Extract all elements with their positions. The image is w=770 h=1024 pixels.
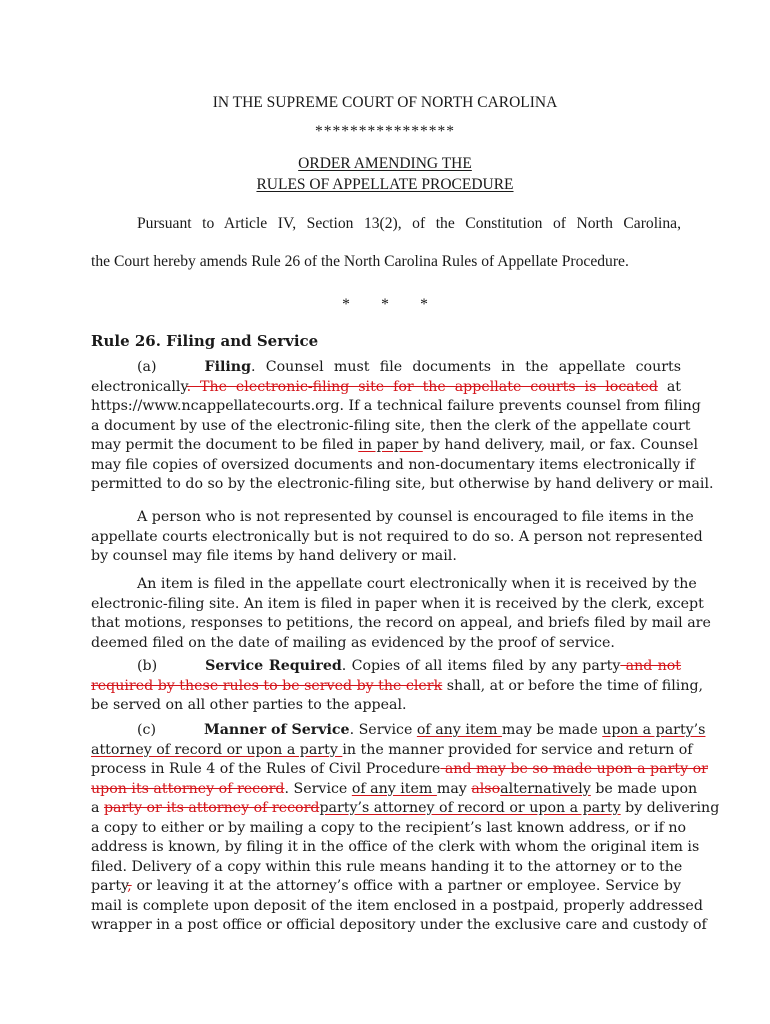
a-line6: may file copies of oversized documents and non-documentary items electronically if [91,456,695,473]
deleted-text: . The electronic-filing site for the appellate courts is located [186,378,658,395]
paragraph-b-service-required [91,657,704,716]
paragraph-a-filing [91,358,714,495]
b-line3: be served on all other parties to the appeal. [91,697,407,713]
b-line1: (b) Service Required. Copies of all items filed by any party and not [137,658,682,674]
p2-line2: appellate courts electronically but is not required to do so. A person not represented [91,528,703,545]
a-line7: permitted to do so by the electronic-filing site, but otherwise by hand delivery or mail. [91,476,714,492]
inserted-text: of any item [416,722,502,738]
c-line2: attorney of record or upon a party in the manner provided for service and return of [91,741,693,758]
p2-line1: A person who is not represented by counsel is encouraged to file items in the [137,509,694,525]
inserted-text: party’s attorney of record or upon a party [319,800,621,816]
c-line4: upon its attorney of record. Service of any item may alsoalternatively be made upon [91,780,698,797]
p3-line3: that motions, responses to petitions, the record on appeal, and briefs filed by mail are [91,615,711,631]
b-line2: required by these rules to be served by the clerk shall, at or before the time of filing, [91,677,704,694]
court-title: IN THE SUPREME COURT OF NORTH CAROLINA [212,94,558,111]
c-line3: process in Rule 4 of the Rules of Civil Procedure and may be so made upon a party or [91,761,708,777]
p3-line1: An item is filed in the appellate court electronically when it is received by the [137,576,697,592]
a-line5: may permit the document to be filed in paper by hand delivery, mail, or fax. Counsel [91,437,699,453]
paragraph-c-manner-of-service [91,721,720,936]
inserted-text: upon a party’s [602,722,706,738]
c-line7: address is known, by filing it in the office of the clerk with whom the original item is [91,839,700,855]
c-line6: a copy to either or by mailing a copy to the recipient’s last known address, or if no [91,819,687,836]
p3-line4: deemed filed on the date of mailing as evidenced by the proof of service. [91,634,615,651]
inserted-text: alternatively [500,780,591,797]
paragraph-unrepresented [91,508,703,567]
deleted-text: and not [620,658,682,674]
c-line9: party, or leaving it at the attorney’s office with a partner or employee. Service by [91,878,681,894]
c-line10: mail is complete upon deposit of the item enclosed in a postpaid, properly addressed [91,897,703,914]
inserted-text: of any item [351,780,437,797]
preamble-line1: Pursuant to Article IV, Section 13(2), of the Constitution of North Carolina, [137,215,681,232]
p3-line2: electronic-filing site. An item is filed in paper when it is received by the clerk, except [91,595,704,612]
deleted-text: upon its attorney of record [91,780,285,797]
inserted-text: in paper [358,437,423,453]
a-line4: a document by use of the electronic-filing site, then the clerk of the appellate court [91,417,691,434]
c-line5: a party or its attorney of recordparty’s attorney of record or upon a party by delivering [91,800,720,816]
a-line1: (a) Filing. Counsel must file documents in the appellate courts [137,359,681,375]
header-stars: **************** [315,123,455,140]
c-line1: (c) Manner of Service. Service of any item may be made upon a party’s [137,722,706,738]
a-line3: https://www.ncappellatecourts.org. If a technical failure prevents counsel from filing [91,398,701,414]
deleted-text: and may be so made upon a party or [440,761,708,777]
c-line8: filed. Delivery of a copy within this rule means handing it to the attorney or to the [91,858,683,875]
a-line2: electronically. The electronic-filing site for the appellate courts is located at [91,378,681,395]
deleted-text: , [127,878,132,894]
order-title-line1: ORDER AMENDING THE [298,155,472,172]
section-separator: * * * [342,296,428,313]
deleted-text: party or its attorney of record [103,800,320,816]
paragraph-electronic-filing [91,575,711,653]
deleted-text: also [471,780,501,797]
preamble-line2: the Court hereby amends Rule 26 of the North Carolina Rules of Appellate Procedure. [91,253,629,270]
deleted-text: required by these rules to be served by the clerk [91,677,443,694]
order-title-line2: RULES OF APPELLATE PROCEDURE [256,176,514,193]
c-line11: wrapper in a post office or official depository under the exclusive care and custody of [91,917,707,933]
p2-line3: by counsel may file items by hand delivery or mail. [91,548,457,564]
inserted-text: attorney of record or upon a party [91,741,343,758]
rule-heading: Rule 26. Filing and Service [91,332,319,350]
